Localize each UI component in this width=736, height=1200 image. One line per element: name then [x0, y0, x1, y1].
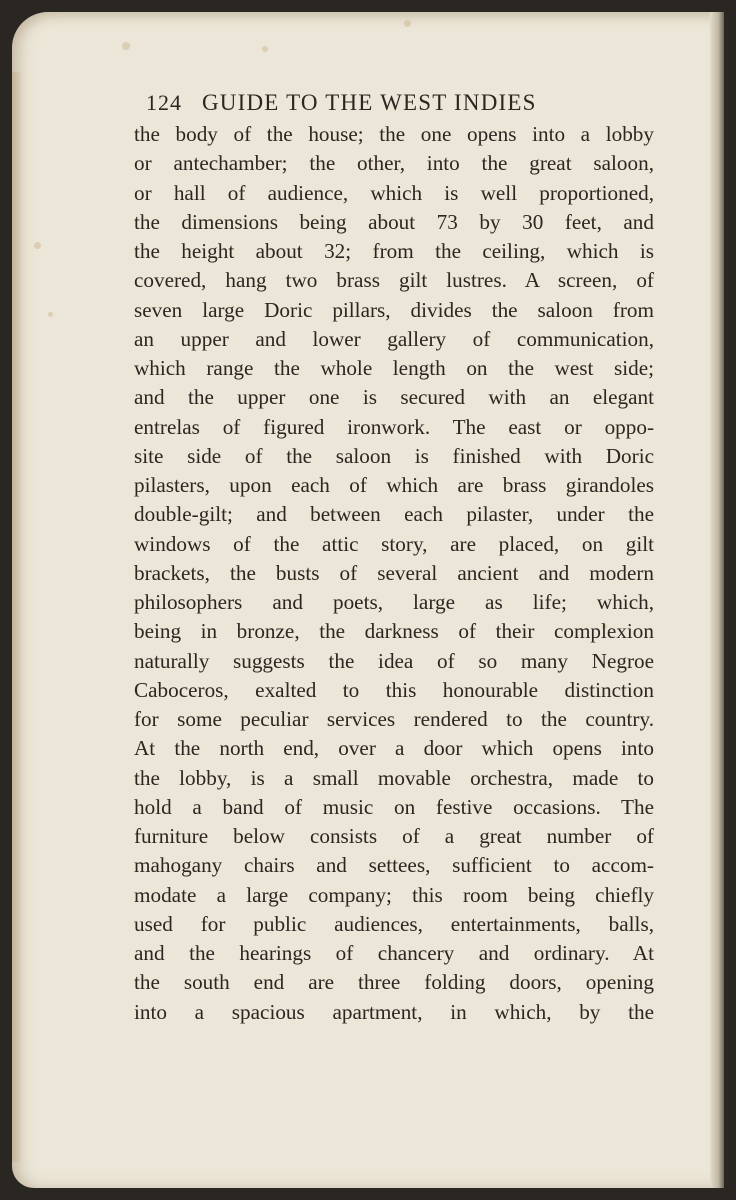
foxing-spot [48, 312, 53, 317]
text-line: into a spacious apartment, in which, by the [134, 999, 654, 1024]
page-header [146, 90, 646, 124]
body-text [134, 120, 654, 1027]
text-line: philosophers and poets, large as life; which, [134, 590, 654, 614]
text-line: furniture below consists of a great number of [134, 824, 654, 848]
text-line: and the upper one is secured with an elegant [134, 385, 654, 410]
page-left-edge-stain [12, 72, 22, 1162]
text-line: modate a large company; this room being chiefly [134, 882, 654, 907]
text-line: pilasters, upon each of which are brass girandoles [134, 473, 654, 497]
foxing-spot [262, 46, 268, 52]
foxing-spot [122, 42, 130, 50]
text-line: seven large Doric pillars, divides the saloon from [134, 297, 654, 322]
text-line: covered, hang two brass gilt lustres. A screen, of [134, 268, 654, 293]
text-line: which range the whole length on the west side; [134, 356, 654, 380]
text-line: naturally suggests the idea of so many Negroe [134, 648, 654, 673]
foxing-spot [404, 20, 411, 27]
text-line: brackets, the busts of several ancient and modern [134, 560, 654, 585]
text-line: the lobby, is a small movable orchestra, made to [134, 765, 654, 790]
page-number: 124 [146, 90, 182, 115]
text-line: being in bronze, the darkness of their complexion [134, 619, 654, 644]
text-line: used for public audiences, entertainments, balls, [134, 911, 654, 936]
text-line: the dimensions being about 73 by 30 feet, and [134, 209, 654, 234]
text-line: site side of the saloon is finished with Doric [134, 443, 654, 468]
text-line: hold a band of music on festive occasions. The [134, 794, 654, 819]
running-head: GUIDE TO THE WEST INDIES [202, 90, 537, 115]
text-line: for some peculiar services rendered to the country. [134, 707, 654, 731]
text-line: mahogany chairs and settees, sufficient to accom- [134, 853, 654, 878]
text-line: entrelas of figured ironwork. The east or oppo- [134, 414, 654, 439]
page-gutter-shadow [710, 12, 724, 1188]
text-line: At the north end, over a door which opens into [134, 736, 654, 761]
text-line: the height about 32; from the ceiling, which is [134, 239, 654, 263]
text-line: double-gilt; and between each pilaster, under the [134, 502, 654, 527]
text-line: windows of the attic story, are placed, on gilt [134, 531, 654, 556]
text-line: or hall of audience, which is well proportioned, [134, 180, 654, 205]
text-line: the south end are three folding doors, opening [134, 970, 654, 995]
text-line: an upper and lower gallery of communication, [134, 326, 654, 351]
text-line: the body of the house; the one opens into a lobby [134, 122, 654, 146]
text-line: and the hearings of chancery and ordinary. At [134, 941, 654, 965]
text-line: or antechamber; the other, into the great saloon, [134, 151, 654, 176]
foxing-spot [34, 242, 41, 249]
text-line: Caboceros, exalted to this honourable distinction [134, 677, 654, 702]
